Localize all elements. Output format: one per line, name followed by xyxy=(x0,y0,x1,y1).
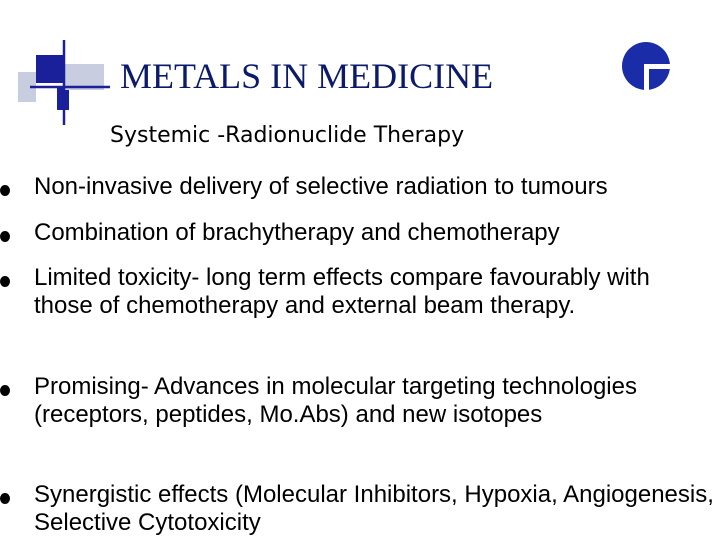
list-item xyxy=(0,481,714,537)
bullet-text: Non-invasive delivery of selective radiation to tumours xyxy=(34,173,608,200)
list-item xyxy=(0,173,714,201)
slide-title: METALS IN MEDICINE xyxy=(120,56,494,96)
blue-squares-crosshair-icon xyxy=(0,0,110,130)
bullet-icon xyxy=(0,185,10,196)
circle-logo-icon xyxy=(618,38,690,94)
bullet-icon xyxy=(0,385,10,396)
bullet-text: Synergistic effects (Molecular Inhibitors, Hypoxia, Angiogenesis, Selective Cytotoxicity xyxy=(34,481,714,536)
list-item xyxy=(0,373,714,429)
bullet-icon xyxy=(0,493,10,504)
slide-subtitle: Systemic -Radionuclide Therapy xyxy=(110,123,465,148)
bullet-text: Limited toxicity- long term effects compare favourably with those of chemotherapy and external beam therapy. xyxy=(34,264,650,319)
list-item xyxy=(0,264,714,320)
bullet-icon xyxy=(0,276,10,287)
bullet-text: Combination of brachytherapy and chemotherapy xyxy=(34,219,560,246)
bullet-text: Promising- Advances in molecular targeting technologies (receptors, peptides, Mo.Abs) and new isotopes xyxy=(34,373,637,428)
bullet-icon xyxy=(0,231,10,242)
list-item xyxy=(0,219,714,247)
